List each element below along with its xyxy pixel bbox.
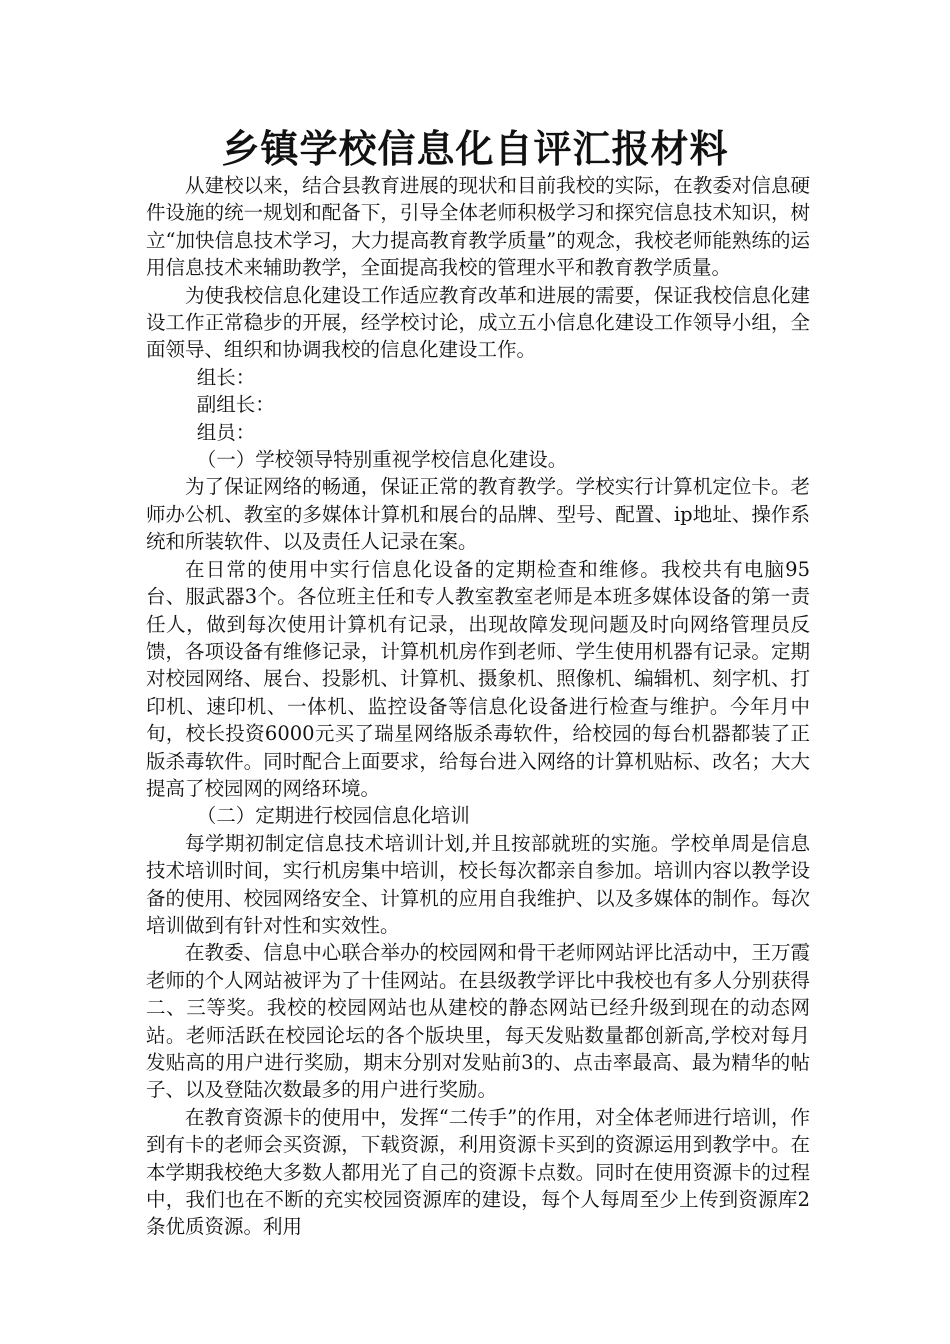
section-1-paragraph-1: 为了保证网络的畅通，保证正常的教育教学。学校实行计算机定位卡。老师办公机、教室的多媒体计算机和展台的品牌、型号、配置、ip地址、操作系统和所装软件、以及责任人记录在案。 — [146, 475, 810, 554]
document-body — [146, 172, 810, 1241]
section-2-heading: （二）定期进行校园信息化培训 — [196, 804, 470, 828]
vice-leader-label: 副组长： — [196, 393, 275, 417]
section-2-paragraph-1: 每学期初制定信息技术培训计划,并且按部就班的实施。学校单周是信息技术培训时间，实行机房集中培训，校长每次都亲自参加。培训内容以教学设备的使用、校园网络安全、计算机的应用自我维护、以及多媒体的制作。每次培训做到有针对性和实效性。 — [146, 831, 810, 937]
section-1-paragraph-2: 在日常的使用中实行信息化设备的定期检查和维修。我校共有电脑95台、服武器3个。各位班主任和专人教室教室老师是本班多媒体设备的第一责任人，做到每次使用计算机有记录，出现故障发现问题及时向网络管理员反馈，各项设备有维修记录，计算机机房作到老师、学生使用机器有记录。定期对校园网络、展台、投影机、计算机、摄象机、照像机、编辑机、刻字机、打印机、速印机、一体机、监控设备等信息化设备进行检查与维护。今年月中旬，校长投资6000元买了瑞星网络版杀毒软件，给校园的每台机器都装了正版杀毒软件。同时配合上面要求，给每台进入网络的计算机贴标、改名；大大提高了校园网的网络环境。 — [146, 557, 810, 800]
document-title: 乡镇学校信息化自评汇报材料 — [221, 126, 729, 171]
section-2-paragraph-3: 在教育资源卡的使用中，发挥“二传手”的作用，对全体老师进行培训，作到有卡的老师会买资源，下载资源，利用资源卡买到的资源运用到教学中。在本学期我校绝大多数人都用光了自己的资源卡点数。同时在使用资源卡的过程中，我们也在不断的充实校园资源库的建设，每个人每周至少上传到资源库2条优质资源。利用 — [146, 1105, 810, 1239]
intro-paragraph-1: 从建校以来，结合县教育进展的现状和目前我校的实际，在教委对信息硬件设施的统一规划和配备下，引导全体老师积极学习和探究信息技术知识，树立“加快信息技术学习，大力提高教育教学质量”的观念，我校老师能熟练的运用信息技术来辅助教学，全面提高我校的管理水平和教育教学质量。 — [146, 174, 810, 280]
intro-paragraph-2: 为使我校信息化建设工作适应教育改革和进展的需要，保证我校信息化建设工作正常稳步的开展，经学校讨论，成立五小信息化建设工作领导小组，全面领导、组织和协调我校的信息化建设工作。 — [146, 283, 810, 362]
members-label: 组员： — [196, 420, 256, 444]
section-2-paragraph-2: 在教委、信息中心联合举办的校园网和骨干老师网站评比活动中，王万霞老师的个人网站被评为了十佳网站。在县级教学评比中我校也有多人分别获得二、三等奖。我校的校园网站也从建校的静态网站已经升级到现在的动态网站。老师活跃在校园论坛的各个版块里，每天发贴数量都创新高,学校对每月发贴高的用户进行奖励，期末分别对发贴前3的、点击率最高、最为精华的帖子、以及登陆次数最多的用户进行奖励。 — [146, 941, 810, 1102]
leader-label: 组长： — [196, 365, 256, 389]
section-1-heading: （一）学校领导特别重视学校信息化建设。 — [196, 448, 568, 472]
